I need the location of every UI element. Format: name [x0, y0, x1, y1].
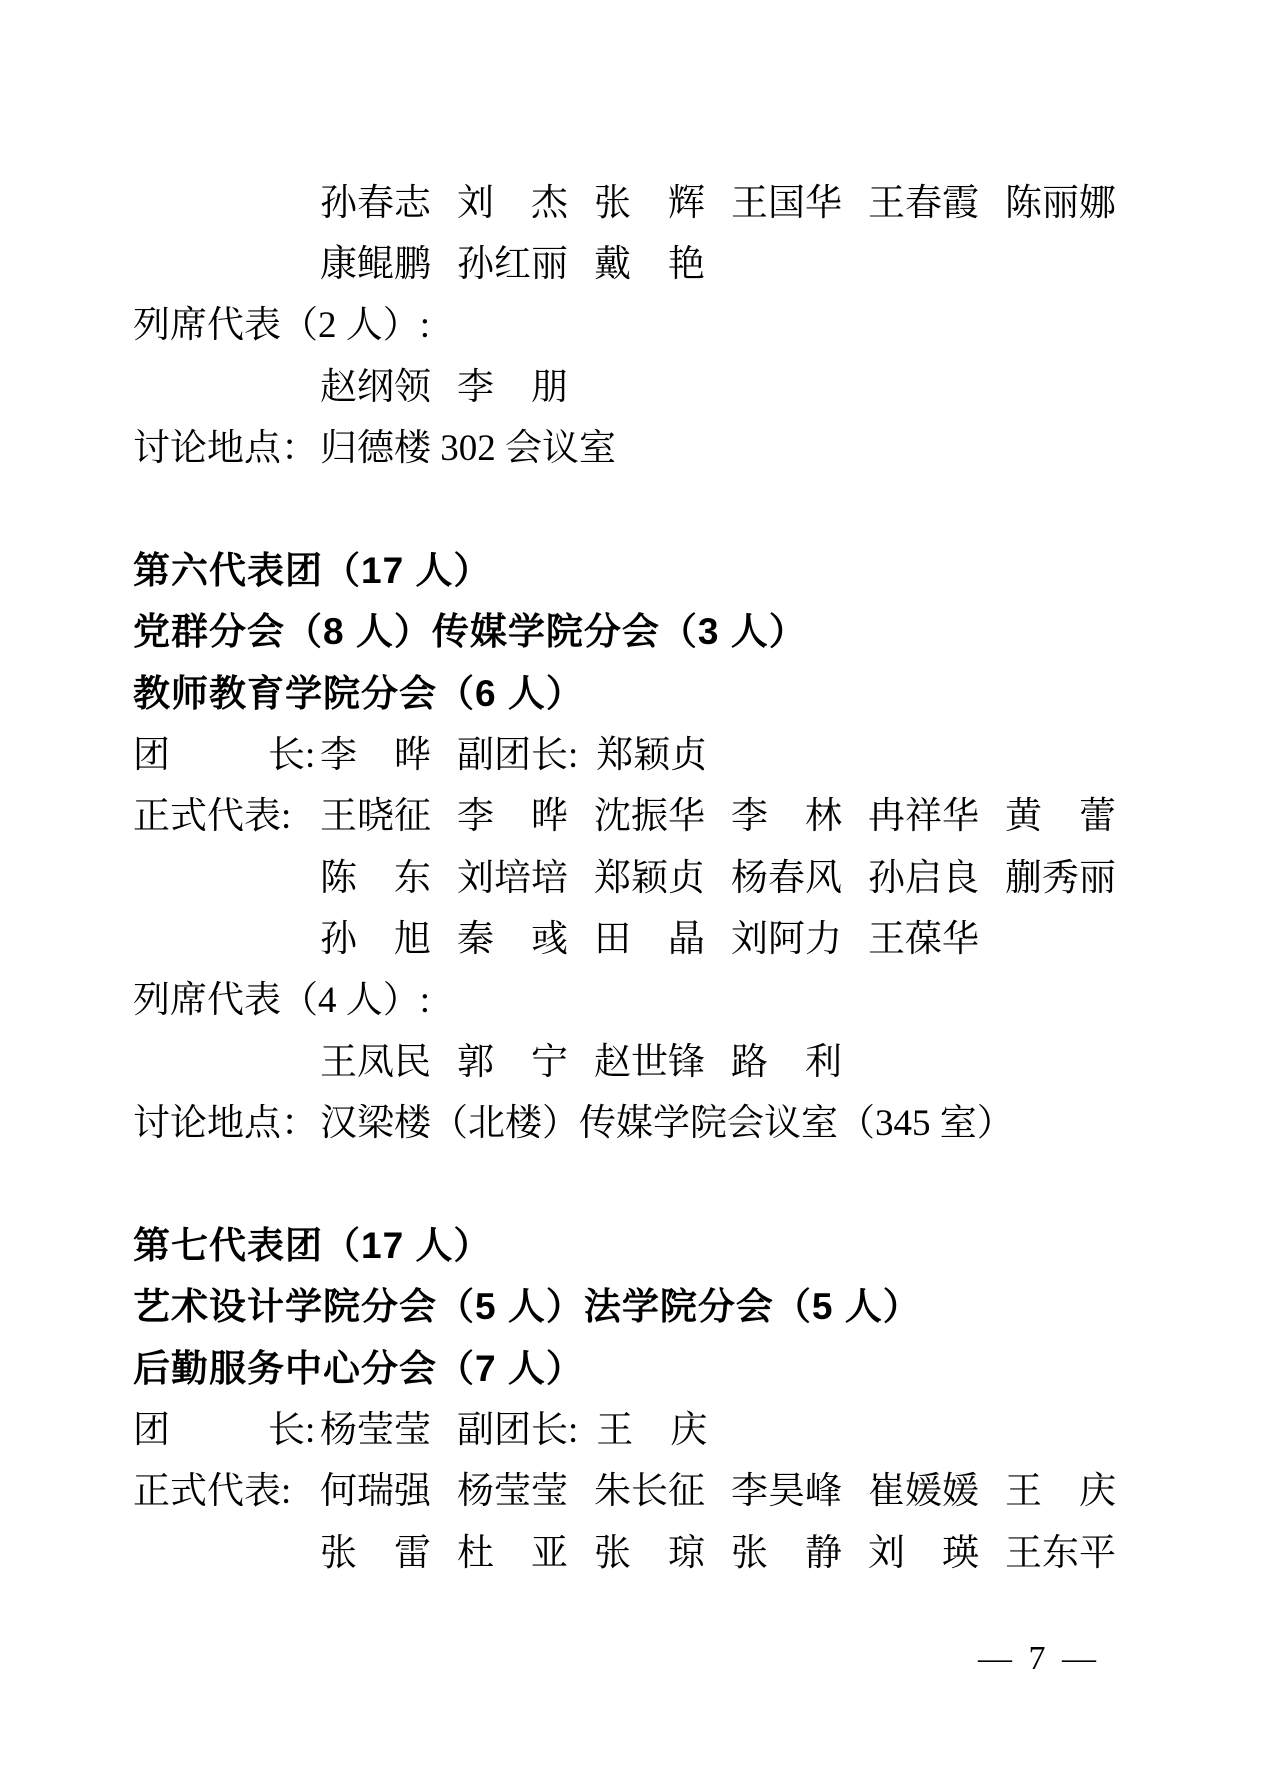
delegate-name: 戴艳 — [594, 243, 705, 285]
section-heading — [133, 536, 1143, 597]
delegate-name: 田晶 — [594, 918, 705, 960]
delegate-name: 杨春风 — [731, 857, 842, 899]
delegate-name: 康鲲鹏 — [320, 243, 431, 285]
delegate-name: 秦彧 — [457, 918, 568, 960]
leader-label-text: 团长 — [133, 1409, 305, 1451]
delegate-name: 朱长征 — [594, 1471, 705, 1513]
leader-line — [133, 720, 1143, 781]
leader-name: 李晔 — [320, 735, 431, 777]
names-row — [133, 168, 1143, 229]
formal-delegates-line — [133, 782, 1143, 843]
vice-leader-label: 副团长: — [457, 735, 579, 777]
section-heading-text: 艺术设计学院分会（5 人）法学院分会（5 人） — [133, 1286, 921, 1328]
delegate-name: 孙春志 — [320, 182, 431, 224]
delegate-name: 王国华 — [731, 182, 842, 224]
delegate-name: 张雷 — [320, 1532, 431, 1574]
delegate-name: 张静 — [731, 1532, 842, 1574]
delegate-name: 冉祥华 — [868, 796, 979, 838]
delegate-name: 王晓征 — [320, 796, 431, 838]
delegate-name: 沈振华 — [594, 796, 705, 838]
delegate-name: 杜亚 — [457, 1532, 568, 1574]
delegate-name: 孙启良 — [868, 857, 979, 899]
vice-leader-name: 王庆 — [596, 1409, 708, 1451]
delegate-name: 蒯秀丽 — [1005, 857, 1116, 899]
delegate-name: 孙红丽 — [457, 243, 568, 285]
delegate-name: 李朋 — [457, 366, 568, 408]
observer-label: 列席代表（4 人）: — [133, 980, 431, 1022]
section-heading — [133, 598, 1143, 659]
delegate-name: 李晔 — [457, 796, 568, 838]
delegate-name: 路利 — [731, 1041, 842, 1083]
names-row — [133, 1518, 1143, 1579]
formal-delegates-line — [133, 1457, 1143, 1518]
leader-label-colon: : — [305, 735, 316, 777]
leader-label — [133, 724, 320, 778]
leader-line — [133, 1395, 1143, 1456]
delegate-name: 张琼 — [594, 1532, 705, 1574]
delegate-name: 郭宁 — [457, 1041, 568, 1083]
delegate-name: 李林 — [731, 796, 842, 838]
delegate-name: 崔媛媛 — [868, 1471, 979, 1513]
delegate-name: 陈东 — [320, 857, 431, 899]
names-row — [133, 904, 1143, 965]
names-row — [133, 1027, 1143, 1088]
section-heading — [133, 659, 1143, 720]
delegate-name: 王庆 — [1005, 1471, 1116, 1513]
delegate-name: 郑颖贞 — [594, 857, 705, 899]
delegate-name: 赵世锋 — [594, 1041, 705, 1083]
observer-label-line — [133, 291, 1143, 352]
delegate-name: 王东平 — [1005, 1532, 1116, 1574]
section-gap — [133, 474, 1143, 536]
section-heading — [133, 1211, 1143, 1272]
delegate-name: 孙旭 — [320, 918, 431, 960]
section-heading-text: 第六代表团（17 人） — [133, 550, 492, 592]
document-body — [133, 168, 1143, 1579]
leader-label — [133, 1399, 320, 1453]
section-heading-text: 第七代表团（17 人） — [133, 1225, 492, 1267]
location-label: 讨论地点： — [133, 427, 318, 469]
section-heading — [133, 1273, 1143, 1334]
page-number: — 7 — — [978, 1640, 1100, 1677]
delegate-name: 刘培培 — [457, 857, 568, 899]
section-heading — [133, 1334, 1143, 1395]
delegate-name: 刘瑛 — [868, 1532, 979, 1574]
delegate-name: 王葆华 — [868, 918, 979, 960]
leader-label-text: 团长 — [133, 735, 305, 777]
location-line — [133, 1088, 1143, 1149]
location-line — [133, 413, 1143, 474]
location-value: 归德楼 302 会议室 — [320, 427, 616, 469]
names-row — [133, 843, 1143, 904]
observer-label: 列席代表（2 人）: — [133, 305, 431, 347]
leader-label-colon: : — [305, 1409, 316, 1451]
observer-label-line — [133, 966, 1143, 1027]
delegate-name: 刘阿力 — [731, 918, 842, 960]
formal-delegates-label: 正式代表: — [133, 1471, 292, 1513]
delegate-name: 王春霞 — [868, 182, 979, 224]
leader-name: 杨莹莹 — [320, 1409, 431, 1451]
location-label: 讨论地点： — [133, 1102, 318, 1144]
formal-delegates-label: 正式代表: — [133, 796, 292, 838]
delegate-name: 王凤民 — [320, 1041, 431, 1083]
section-heading-text: 党群分会（8 人）传媒学院分会（3 人） — [133, 611, 807, 653]
vice-leader-label: 副团长: — [457, 1409, 579, 1451]
delegate-name: 陈丽娜 — [1005, 182, 1116, 224]
location-value: 汉梁楼（北楼）传媒学院会议室（345 室） — [320, 1102, 1014, 1144]
section-heading-text: 后勤服务中心分会（7 人） — [133, 1347, 584, 1389]
names-row — [133, 352, 1143, 413]
delegate-name: 黄蕾 — [1005, 796, 1116, 838]
delegate-name: 赵纲领 — [320, 366, 431, 408]
delegate-name: 张辉 — [594, 182, 705, 224]
section-heading-text: 教师教育学院分会（6 人） — [133, 672, 584, 714]
names-row — [133, 229, 1143, 290]
section-gap — [133, 1149, 1143, 1211]
delegate-name: 杨莹莹 — [457, 1471, 568, 1513]
delegate-name: 李昊峰 — [731, 1471, 842, 1513]
delegate-name: 刘杰 — [457, 182, 568, 224]
vice-leader-name: 郑颖贞 — [596, 735, 708, 777]
delegate-name: 何瑞强 — [320, 1471, 431, 1513]
